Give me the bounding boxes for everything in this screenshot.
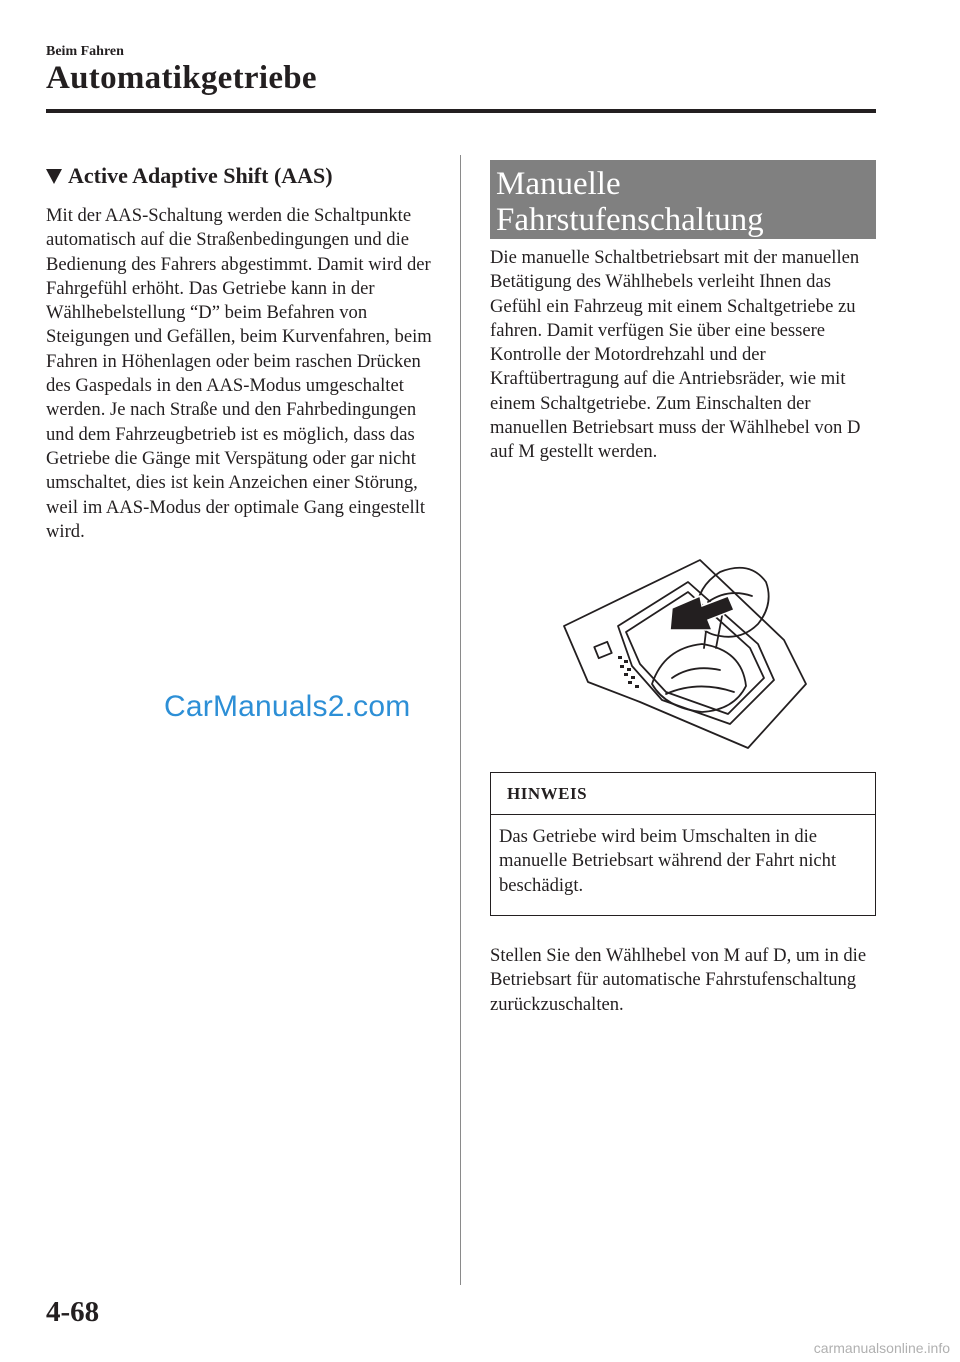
aas-heading [46, 162, 446, 190]
column-divider [460, 155, 461, 1285]
footer-watermark: carmanualsonline.info [813, 1340, 950, 1356]
manual-shift-banner [490, 160, 876, 239]
note-text: Das Getriebe wird beim Umschalten in die manuelle Betriebsart während der Fahrt nicht beschädigt. [499, 826, 837, 896]
closing-paragraph: Stellen Sie den Wählhebel von M auf D, um in die Betriebsart für automatische Fahrstufenschaltung zurückzuschalten. [490, 945, 867, 1015]
aas-heading-text: Active Adaptive Shift (AAS) [68, 163, 333, 188]
watermark-link[interactable]: CarManuals2.com [164, 690, 411, 723]
page-number: 4-68 [46, 1296, 100, 1328]
banner-line-2: Fahrstufenschaltung [496, 202, 764, 238]
chapter-label: Beim Fahren [46, 44, 124, 59]
note-box [490, 772, 876, 916]
gear-lever-illustration [552, 552, 808, 752]
manual-shift-paragraph: Die manuelle Schaltbetriebsart mit der manuellen Betätigung des Wählhebels verleiht Ihnen das Gefühl ein Fahrzeug mit einem Schaltgetriebe zu fahren. Damit verfügen Sie über eine bessere Kontrolle der Motordrehzahl und der Kraftübertragung auf die Antriebsräder, wie mit einem Schaltgetriebe. Zum Einschalten der manuellen Betriebsart muss der Wählhebel von D auf M gestellt werden. [490, 247, 861, 463]
page-title: Automatikgetriebe [46, 60, 317, 96]
triangle-bullet-icon [46, 169, 62, 184]
left-column [46, 162, 446, 544]
note-heading: HINWEIS [491, 773, 875, 815]
aas-paragraph: Mit der AAS-Schaltung werden die Schaltpunkte automatisch auf die Straßenbedingungen und die Bedienung des Fahrers abgestimmt. Damit wird der Fahrgefühl erhöht. Das Getriebe kann in der Wählhebelstellung “D” beim Befahren von Steigungen und Gefällen, beim Kurvenfahren, beim Fahren in Höhenlagen oder beim raschen Drücken des Gaspedals in den AAS-Modus umgeschaltet werden. Je nach Straße und den Fahrbedingungen und dem Fahrzeugbetrieb ist es möglich, dass das Getriebe die Gänge mit Verspätung oder gar nicht umschaltet, dies ist kein Anzeichen einer Störung, weil im AAS-Modus der optimale Gang eingestellt wird. [46, 205, 432, 542]
banner-line-1: Manuelle [496, 166, 621, 202]
header-rule [46, 109, 876, 113]
